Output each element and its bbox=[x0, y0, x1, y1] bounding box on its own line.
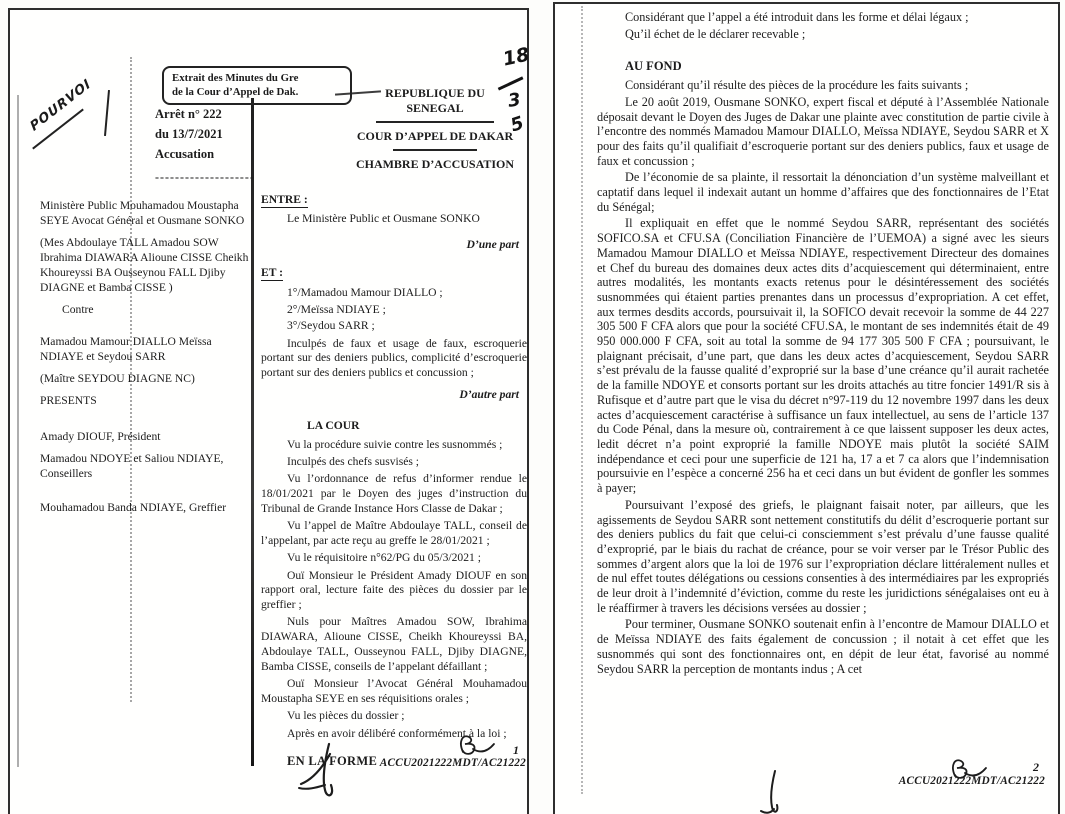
entre-label: ENTRE : bbox=[261, 193, 308, 206]
country-title: REPUBLIQUE DU SENEGAL bbox=[385, 86, 485, 115]
intro-line: Considérant que l’appel a été introduit dans les forme et délai légaux ; bbox=[625, 10, 969, 24]
body-paragraph: Poursuivant l’exposé des griefs, le plaignant faisait noter, par ailleurs, que les agissements de Seydou SARR sont nettement constitutifs du délit d’escroquerie portant sur des deniers publics du fait que celui-ci consciemment s’est prévalu d’une fausse qualité d’exproprié, par le biais du rachat de créance, pour se voir verser par le Trésor Public des sommes d’argent alors que la loi de 1976 sur l’expropriation déclare littéralement nulles et de nul effet toutes délégations ou cessions consenties à des intermédiaires par les expropriés de leur droit à l’indemnité d’éviction, comme du reste les juridictions sénégalaises ont eu à le réaffirmer à travers les décisions versées au dossier ; bbox=[597, 497, 1049, 615]
case-number: Arrêt n° 222 bbox=[155, 107, 222, 121]
procedure-item: Inculpés des chefs susvisés ; bbox=[287, 454, 420, 468]
chamber-title: CHAMBRE D’ACCUSATION bbox=[355, 157, 515, 171]
defendant-1: 1°/Mamadou Mamour DIALLO ; bbox=[287, 286, 443, 300]
appellant-party: Ministère Public Mouhamadou Moustapha SEYE Avocat Général et Ousmane SONKO bbox=[40, 199, 245, 227]
decision-body bbox=[597, 10, 1049, 678]
body-paragraph: De l’économie de sa plainte, il ressortait la dénonciation d’un système malveillant et captatif dans lequel il indexait autant un homme d’affaires que des fonctionnaires de l’Etat du Sénégal; bbox=[597, 170, 1049, 214]
scan-edge-line bbox=[17, 95, 19, 767]
en-la-forme-heading: EN LA FORME bbox=[287, 754, 378, 769]
au-fond-heading: AU FOND bbox=[625, 59, 682, 74]
document-reference: ACCU2021222MDT/AC21222 bbox=[379, 757, 526, 769]
folio-top: 18 bbox=[501, 43, 532, 71]
charges-text: Inculpés de faux et usage de faux, escroquerie portant sur des deniers publics, complicité d’escroquerie portant sur des deniers publics et concussion ; bbox=[261, 336, 527, 380]
et-label: ET : bbox=[261, 266, 284, 280]
document-reference: ACCU2021222MDT/AC21222 bbox=[898, 775, 1045, 787]
body-paragraph: Pour terminer, Ousmane SONKO soutenait enfin à l’encontre de Mamour DIALLO et de Meïssa NDIAYE des faits également de concussion ; il notait à cet effet que les susnommés qui sont des fonctionnaires ont, en dépit de leur état, favorisé au nommé Seydou SARR la perception de montants indus ; A cet bbox=[597, 617, 1049, 676]
spacer bbox=[40, 324, 254, 334]
president-name: Amady DIOUF, Président bbox=[40, 430, 161, 443]
appellant-counsel: (Mes Abdoulaye TALL Amadou SOW Ibrahima DIAWARA Alioune CISSE Cheikh Khoureyssi BA Ousseynou FALL Djiby DIAGNE et Bamba CISSE ) bbox=[40, 236, 249, 294]
procedure-item: Ouï Monsieur le Président Amady DIOUF en son rapport oral, lecture faite des pièces du dossier par le greffier ; bbox=[261, 568, 527, 612]
procedure-item: Ouï Monsieur l’Avocat Général Mouhamadou Moustapha SEYE en ses réquisitions orales ; bbox=[261, 677, 527, 705]
entre-party: Le Ministère Public et Ousmane SONKO bbox=[287, 211, 480, 225]
court-header bbox=[355, 86, 515, 172]
folio-mid: 3 bbox=[506, 89, 522, 112]
signature bbox=[295, 740, 359, 806]
intro-line: Qu’il échet de le déclarer recevable ; bbox=[625, 26, 806, 41]
page-1 bbox=[8, 8, 532, 814]
court-title: COUR D’APPEL DE DAKAR bbox=[356, 129, 514, 143]
presents-title: PRESENTS bbox=[40, 394, 97, 407]
greffier-name: Mouhamadou Banda NDIAYE, Greffier bbox=[40, 501, 227, 514]
defendant-2: 2°/Meïssa NDIAYE ; bbox=[287, 302, 386, 316]
procedure-item: Vu l’appel de Maître Abdoulaye TALL, conseil de l’appelant, par acte reçu au greffe le 28/01/2021 ; bbox=[261, 519, 527, 547]
page-number: 2 bbox=[1033, 760, 1039, 774]
body-paragraph: Le 20 août 2019, Ousmane SONKO, expert fiscal et député à l’Assemblée Nationale déposait devant le Doyen des Juges de Dakar une plainte avec constitution de partie civile à l’encontre des nommés Mamadou Mamour DIALLO, Meïssa NDIAYE, Seydou SARR et X pour des faits qu’il qualifiait d’escroquerie portant sur des deniers publics, faux et usage de faux et concussion ; bbox=[597, 94, 1049, 168]
stamp-line1: Extrait des Minutes du Gre bbox=[172, 72, 299, 84]
case-reference-block bbox=[155, 104, 223, 164]
page-2 bbox=[553, 2, 1060, 814]
registry-stamp bbox=[162, 66, 352, 105]
procedure-item: Vu les pièces du dossier ; bbox=[287, 709, 405, 723]
procedure-column bbox=[261, 193, 527, 769]
procedure-item: Après en avoir délibéré conformément à la loi ; bbox=[287, 726, 507, 740]
dune-part-label: D’une part bbox=[466, 237, 519, 251]
spacer bbox=[40, 488, 254, 500]
respondent-party: Mamadou Mamour DIALLO Meïssa NDIAYE et Seydou SARR bbox=[40, 335, 212, 363]
handwritten-pourvoi: POURVOI bbox=[27, 76, 95, 135]
la-cour-heading: LA COUR bbox=[307, 418, 360, 432]
body-paragraph: Considérant qu’il résulte des pièces de la procédure les faits suivants ; bbox=[625, 78, 969, 93]
case-date: du 13/7/2021 bbox=[155, 127, 223, 141]
procedure-item: Vu l’ordonnance de refus d’informer rendue le 18/01/2021 par le Doyen des juges d’instruction du Tribunal de Grande Instance Hors Classe de Dakar ; bbox=[261, 472, 527, 515]
procedure-item: Nuls pour Maîtres Amadou SOW, Ibrahima DIAWARA, Alioune CISSE, Cheikh Khoureyssi BA, Abdoulaye TALL, Ousseynou FALL, Djiby DIAGNE, Bamba CISSE, conseils de l’appelant défaillant ; bbox=[261, 615, 527, 673]
spacer bbox=[40, 415, 254, 429]
paraph bbox=[455, 732, 497, 758]
versus-label: Contre bbox=[62, 303, 94, 316]
case-type: Accusation bbox=[155, 147, 215, 161]
header-rule bbox=[376, 121, 494, 123]
dautre-part-label: D’autre part bbox=[459, 388, 519, 402]
procedure-item: Vu le réquisitoire n°62/PG du 05/3/2021 ; bbox=[287, 551, 481, 565]
conseillers-names: Mamadou NDOYE et Saliou NDIAYE, Conseillers bbox=[40, 452, 224, 480]
stamp-line2: de la Cour d’Appel de Dak. bbox=[172, 86, 299, 98]
folio-bottom: 5 bbox=[508, 112, 527, 137]
page-number: 1 bbox=[513, 743, 519, 757]
pourvoi-vertical-stroke bbox=[104, 90, 110, 136]
body-paragraph: Il expliquait en effet que le nommé Seydou SARR, représentant des sociétés SOFICO.SA et CFU.SA (Conciliation Financière de l’UEMOA) a signé avec les sieurs Mamadou Mamour DIALLO et Meïssa NDIAYE, respectivement Directeur des domaines et Chef du bureau des domaines deux actes dits d’acquiescement qui déterminaient, entre autres modalités, les montants exacts retenus pour le désintéressement des sociétés susnommées qui étaient parties prenantes dans un processus d’expropriation. A cet effet, aux termes desdits accords, poursuivait il, la SOFICO devait recevoir la somme de 44 227 305 500 F CFA alors que pour la société CFU.SA, le montant de ses indemnités était de 49 950 000.000 F CFA, soit au total la somme de 94 177 305 500 F CFA ; poursuivant, le plaignant précisait, d’une part, que dans les deux actes d’acquiescement, Seydou SARR s’est prévalu de la fausse qualité d’exproprié sur la base d’une créance qu’il aurait rachetée de la famille NDOYE et consorts portant sur les droits attachés au titre foncier 1491/R sis à Rufisque et d’autre part que le visa du décret n°97-119 du 12 novembre 1997 dans les deux actes d’acquiescement caractérise à suffisance un faux intellectuel, au sens de l’article 137 du Code Pénal, dans la mesure où, contrairement à ce que laissent supposer les deux actes, ledit décret n’a point exproprié la famille NDOYE mais plutôt la société SAIM indépendance et ceci pour une superficie de 121 ha, 17 a et 7 ca alors que l’indemnisation poursuivie en l’espèce a concerné 256 ha et ceci dans un but évident de gonfler les sommes à payer; bbox=[597, 216, 1049, 496]
separator-dashes: -------------------- bbox=[155, 170, 255, 184]
fold-line-dotted bbox=[581, 6, 583, 794]
procedure-item: Vu la procédure suivie contre les susnommés ; bbox=[287, 437, 503, 451]
respondent-counsel: (Maître SEYDOU DIAGNE NC) bbox=[40, 372, 195, 385]
parties-column bbox=[40, 198, 254, 522]
header-rule bbox=[393, 149, 477, 151]
signature bbox=[755, 769, 795, 814]
defendant-3: 3°/Seydou SARR ; bbox=[287, 319, 375, 333]
